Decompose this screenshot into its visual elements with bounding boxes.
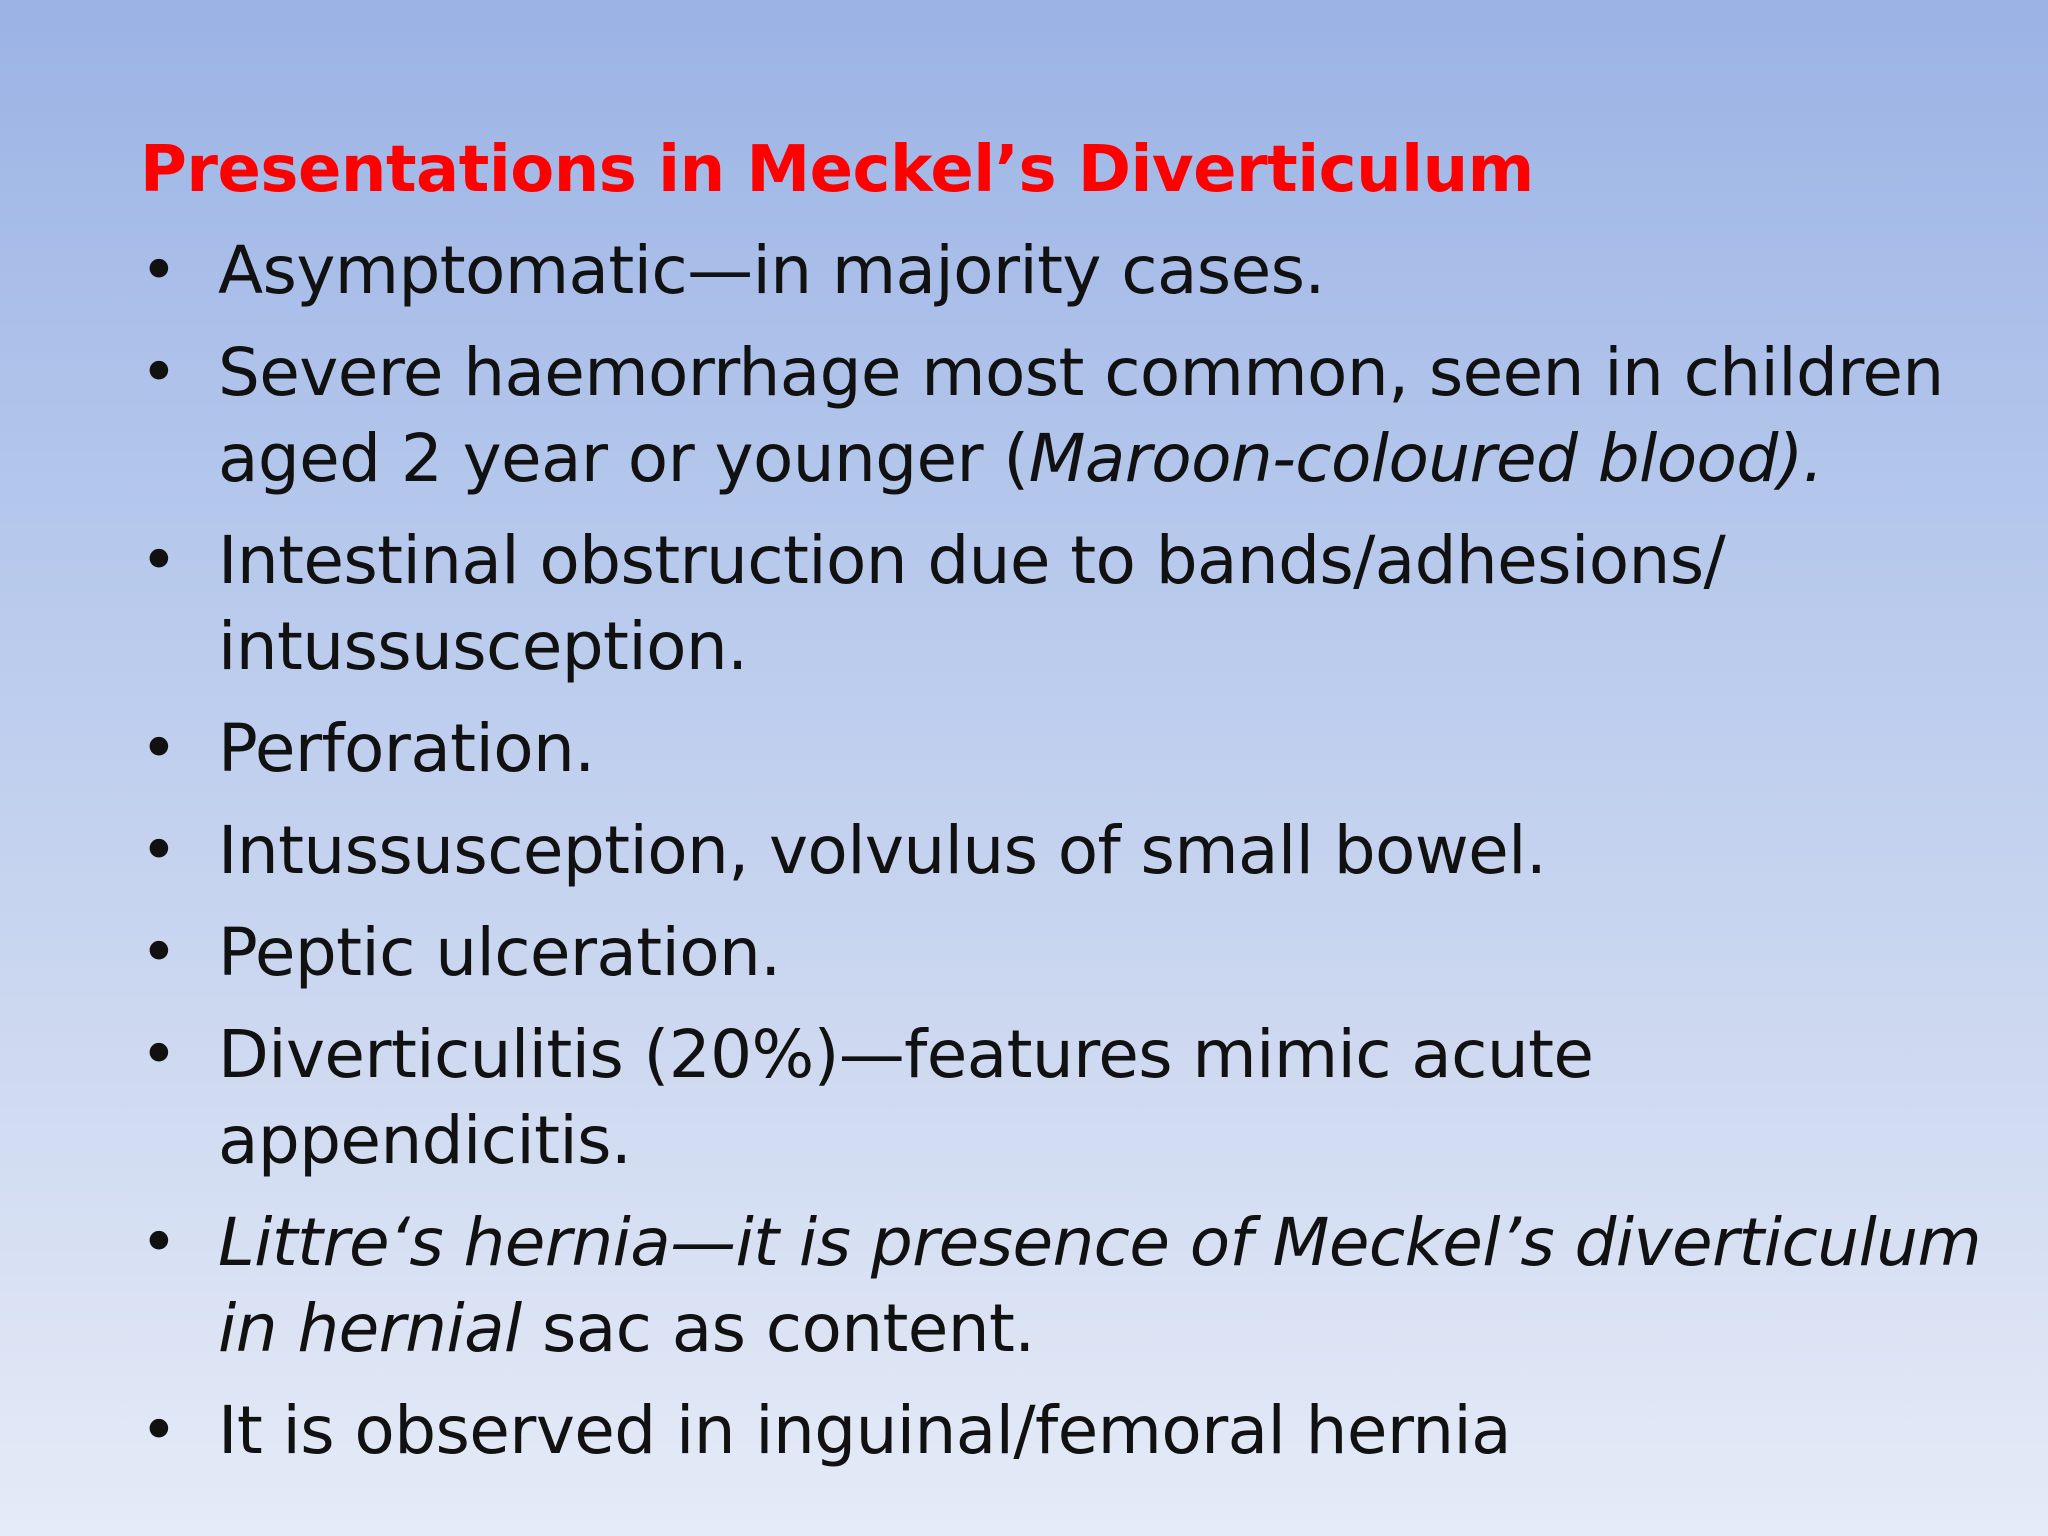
bullet-text: Intestinal obstruction due to bands/adhesions/ intussusception.	[218, 522, 1726, 685]
bullet-icon: •	[140, 1018, 178, 1092]
list-item	[140, 1388, 2020, 1474]
bullet-text: Diverticulitis (20%)—features mimic acute appendicitis.	[218, 1016, 1594, 1179]
bullet-icon: •	[140, 1206, 178, 1280]
bullet-icon: •	[140, 1394, 178, 1468]
bullet-italic-text: Littre‘s hernia—it is presence of Meckel’s diverticulum in hernial	[218, 1204, 1982, 1367]
list-item	[140, 1012, 2020, 1184]
list-item	[140, 910, 2020, 996]
bullet-list	[140, 228, 2020, 1490]
bullet-text: Asymptomatic—in majority cases.	[218, 232, 1325, 309]
bullet-icon: •	[140, 916, 178, 990]
list-item	[140, 330, 2020, 502]
bullet-icon: •	[140, 814, 178, 888]
bullet-italic-text: Maroon-coloured blood).	[1028, 420, 1824, 497]
bullet-icon: •	[140, 234, 178, 308]
bullet-icon: •	[140, 524, 178, 598]
bullet-text: Severe haemorrhage most common, seen in children aged 2 year or younger (	[218, 334, 1944, 497]
bullet-text: Intussusception, volvulus of small bowel.	[218, 812, 1547, 889]
list-item	[140, 1200, 2020, 1372]
bullet-text: Peptic ulceration.	[218, 914, 781, 991]
bullet-text: Perforation.	[218, 710, 595, 787]
list-item	[140, 518, 2020, 690]
list-item	[140, 228, 2020, 314]
bullet-icon: •	[140, 712, 178, 786]
list-item	[140, 808, 2020, 894]
bullet-text: sac as content.	[521, 1290, 1035, 1367]
slide-title: Presentations in Meckel’s Diverticulum	[140, 133, 1534, 207]
bullet-icon: •	[140, 336, 178, 410]
list-item	[140, 706, 2020, 792]
bullet-text: It is observed in inguinal/femoral hernia	[218, 1392, 1512, 1469]
